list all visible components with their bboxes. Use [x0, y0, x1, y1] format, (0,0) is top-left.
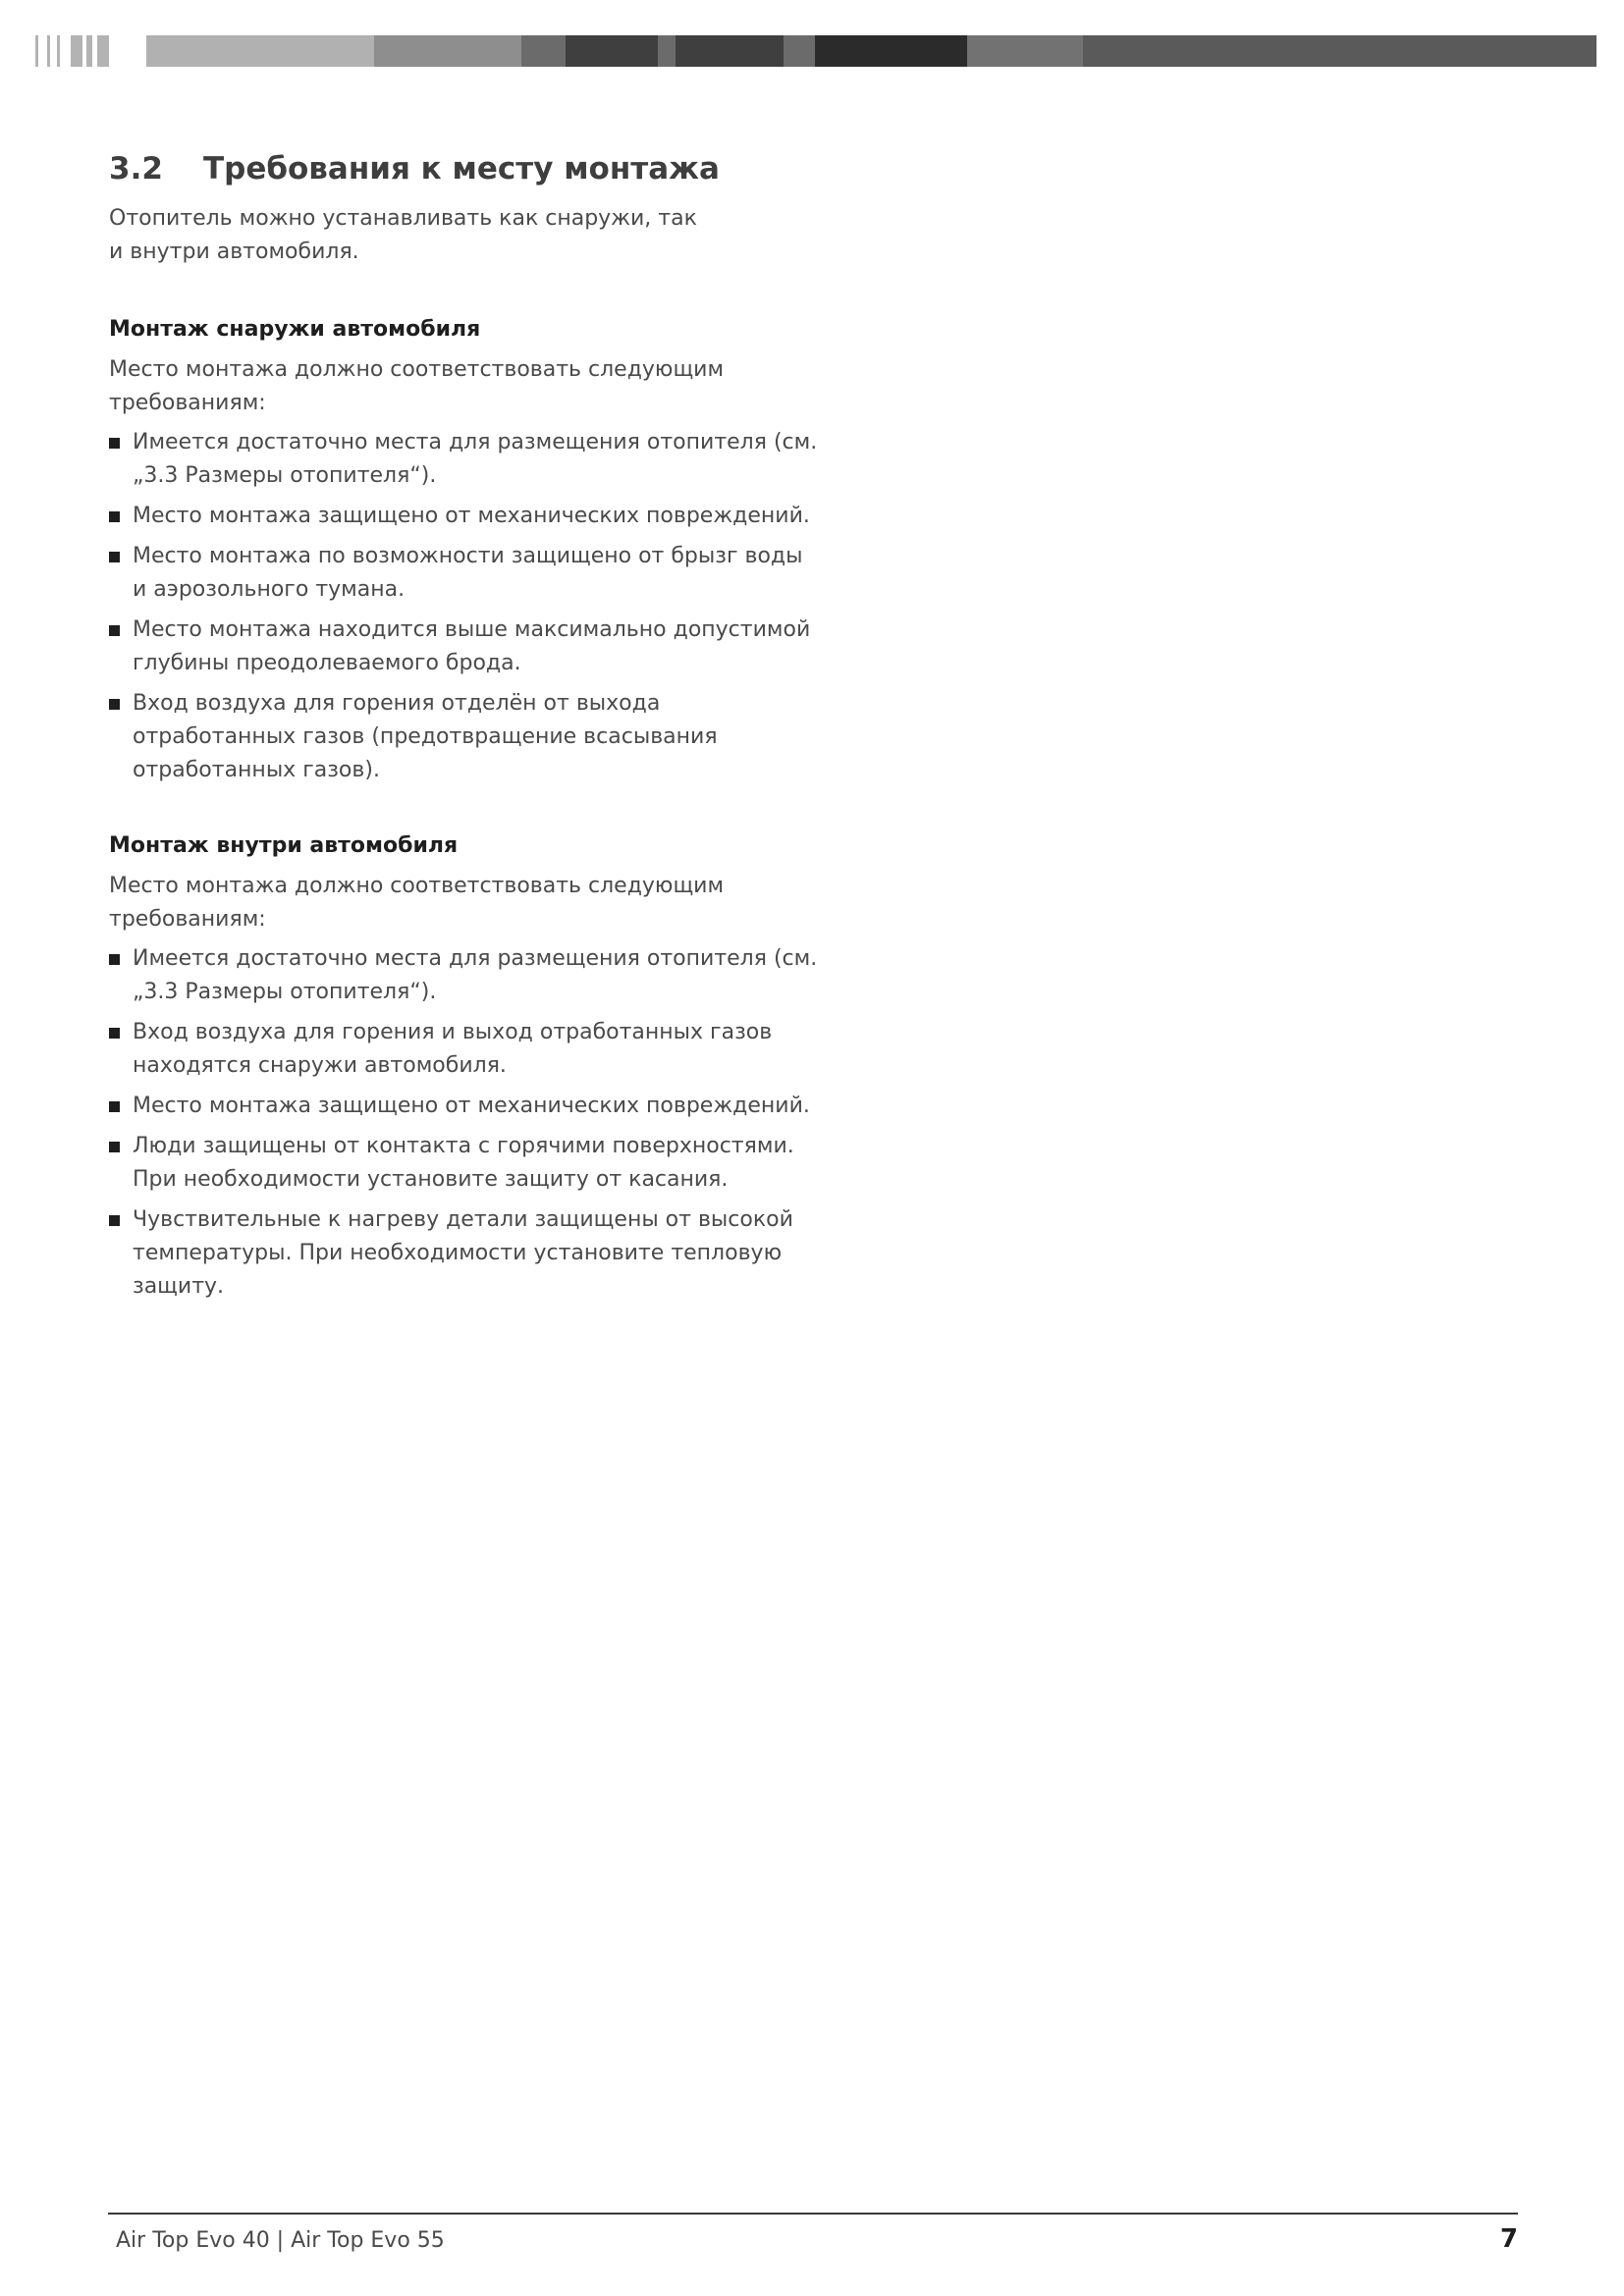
list-item	[109, 942, 820, 1009]
list-item-text: Место монтажа по возможности защищено от брызг воды и аэрозольного тумана.	[133, 544, 803, 602]
stripe-segment	[566, 35, 658, 67]
stripe-segment	[86, 35, 92, 67]
bullet-square-icon	[109, 1101, 120, 1112]
stripe-segment	[71, 35, 82, 67]
bullet-square-icon	[109, 699, 120, 710]
bullet-square-icon	[109, 552, 120, 562]
list-item	[109, 500, 820, 533]
list-item	[109, 1130, 820, 1197]
outside-mounting-lead: Место монтажа должно соответствовать следующим требованиям:	[109, 357, 725, 415]
stripe-segment	[35, 35, 38, 67]
inside-requirements-list	[109, 942, 816, 1304]
list-item-text: Место монтажа находится выше максимально допустимой глубины преодолеваемого брода.	[133, 617, 811, 675]
stripe-segment	[1083, 35, 1597, 67]
stripe-segment	[967, 35, 1083, 67]
stripe-segment	[676, 35, 784, 67]
stripe-segment	[47, 35, 50, 67]
bullet-square-icon	[109, 1215, 120, 1226]
list-item-text: Люди защищены от контакта с горячими поверхностями. При необходимости установите защиту от касания.	[133, 1134, 794, 1192]
bullet-square-icon	[109, 1028, 120, 1039]
bullet-square-icon	[109, 438, 120, 449]
list-item	[109, 1203, 820, 1304]
section-title: Требования к месту монтажа	[203, 151, 720, 187]
stripe-segment	[57, 35, 60, 67]
list-item	[109, 1016, 820, 1083]
section-heading	[109, 145, 816, 192]
stripe-segment	[784, 35, 815, 67]
bullet-square-icon	[109, 511, 120, 522]
stripe-segment	[374, 35, 521, 67]
stripe-segment	[146, 35, 374, 67]
footer-product-name: Air Top Evo 40 | Air Top Evo 55	[116, 2228, 445, 2253]
bullet-square-icon	[109, 1142, 120, 1152]
list-item	[109, 540, 820, 607]
bullet-square-icon	[109, 625, 120, 636]
list-item	[109, 614, 820, 680]
inside-mounting-lead: Место монтажа должно соответствовать следующим требованиям:	[109, 874, 725, 932]
stripe-segment	[521, 35, 566, 67]
stripe-segment	[815, 35, 967, 67]
section-intro: Отопитель можно устанавливать как снаружи, так и внутри автомобиля.	[109, 206, 697, 264]
page-number: 7	[1499, 2224, 1518, 2254]
main-content	[109, 145, 816, 1310]
list-item-text: Место монтажа защищено от механических повреждений.	[133, 1094, 810, 1118]
stripe-segment	[97, 35, 109, 67]
list-item-text: Место монтажа защищено от механических повреждений.	[133, 504, 810, 528]
header-stripe-bar	[35, 35, 1597, 67]
list-item-text: Чувствительные к нагреву детали защищены от высокой температуры. При необходимости установите тепловую защиту.	[133, 1207, 793, 1299]
list-item-text: Имеется достаточно места для размещения отопителя (см. „3.3 Размеры отопителя“).	[133, 430, 818, 488]
outside-mounting-heading: Монтаж снаружи автомобиля	[109, 317, 481, 342]
list-item	[109, 1090, 820, 1123]
list-item-text: Вход воздуха для горения отделён от выхода отработанных газов (предотвращение всасывания отработанных газов).	[133, 691, 718, 782]
inside-mounting-heading: Монтаж внутри автомобиля	[109, 833, 459, 858]
stripe-segment	[658, 35, 676, 67]
outside-requirements-list	[109, 426, 816, 787]
list-item-text: Имеется достаточно места для размещения отопителя (см. „3.3 Размеры отопителя“).	[133, 946, 818, 1004]
list-item-text: Вход воздуха для горения и выход отработанных газов находятся снаружи автомобиля.	[133, 1020, 773, 1078]
section-number: 3.2	[109, 151, 163, 187]
list-item	[109, 687, 820, 787]
list-item	[109, 426, 820, 493]
footer-divider	[108, 2213, 1518, 2215]
bullet-square-icon	[109, 954, 120, 965]
